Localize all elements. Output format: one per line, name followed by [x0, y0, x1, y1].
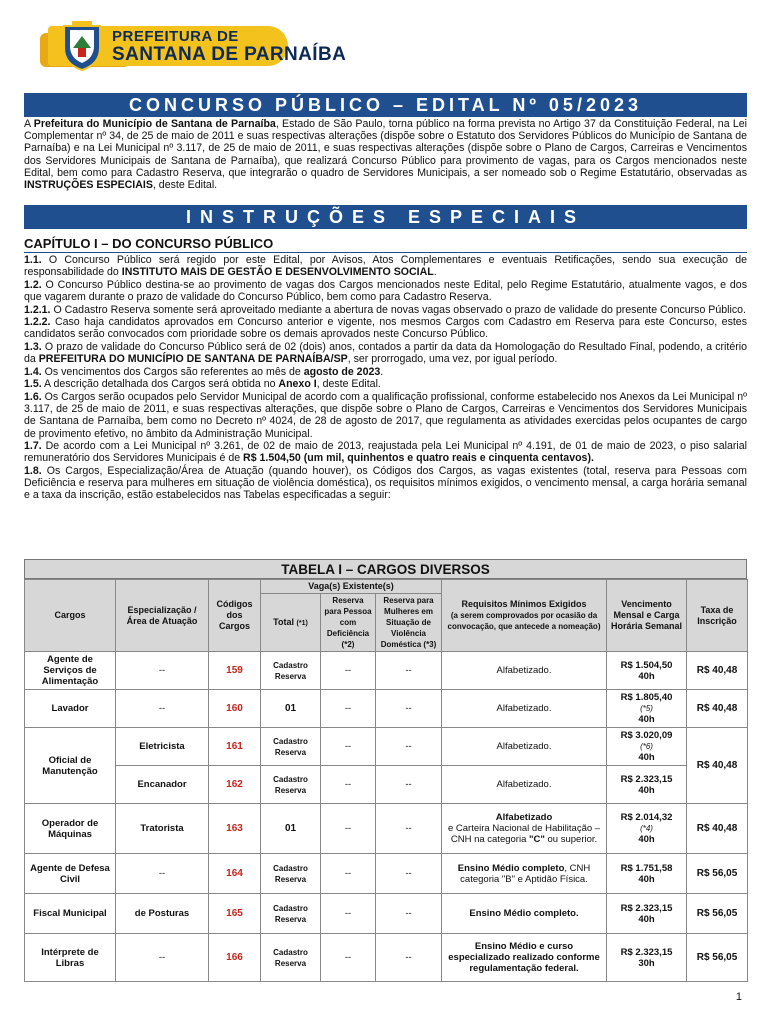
table-row — [25, 690, 748, 728]
cell-pcd: -- — [321, 934, 376, 982]
cell-taxa: R$ 56,05 — [687, 934, 748, 982]
header-mulheres: Reserva para Mulheres em Situação de Violência Doméstica (*3) — [376, 594, 442, 652]
header-total: Total (*1) — [261, 594, 321, 652]
cell-esp: -- — [116, 854, 209, 894]
item-1-5: 1.5. A descrição detalhada dos Cargos será obtida no Anexo I, deste Edital. — [24, 378, 381, 391]
edital-title: CONCURSO PÚBLICO – EDITAL Nº 05/2023 — [24, 93, 747, 117]
cell-venc: R$ 3.020,09 (*6) 40h — [607, 728, 687, 766]
org-name-line1: PREFEITURA DE — [112, 28, 239, 45]
item-1-2-1: 1.2.1. O Cadastro Reserva somente será aproveitado mediante a abertura de novas vagas observado o prazo de validade do presente Concurso Público. — [24, 303, 746, 316]
cell-taxa: R$ 40,48 — [687, 804, 748, 854]
cell-cargo: Intérprete de Libras — [25, 934, 116, 982]
cell-mulheres: -- — [376, 934, 442, 982]
cell-taxa: R$ 40,48 — [687, 652, 748, 690]
item-1-2: 1.2. O Concurso Público destina-se ao provimento de vagas dos Cargos mencionados neste Edital, pelo Regime Estatutário, atualmente vagos, e dos que vagarem durante o prazo de validade do Concurso Público, bem como para Cadastro Reserva. — [24, 278, 747, 303]
cell-esp: Encanador — [116, 766, 209, 804]
cell-pcd: -- — [321, 804, 376, 854]
cell-code: 159 — [209, 652, 261, 690]
cell-esp: de Posturas — [116, 894, 209, 934]
cell-req: Alfabetizado. — [442, 690, 607, 728]
cell-taxa: R$ 56,05 — [687, 894, 748, 934]
cell-cargo: Agente de Serviços de Alimentação — [25, 652, 116, 690]
header-vencimento: Vencimento Mensal e Carga Horária Semanal — [607, 580, 687, 652]
cell-pcd: -- — [321, 854, 376, 894]
cargos-table — [24, 579, 748, 982]
cell-req: Alfabetizado. — [442, 766, 607, 804]
cell-esp: -- — [116, 652, 209, 690]
cell-cargo: Lavador — [25, 690, 116, 728]
item-1-8: 1.8. Os Cargos, Especialização/Área de Atuação (quando houver), os Códigos dos Cargos, as vagas existentes (total, reserva para Pessoas com Deficiência e reserva para mulheres em situação de violência doméstica), os requisitos mínimos exigidos, o vencimento mensal, a carga horária semanal e a taxa da inscrição, estão estabelecidos nas Tabelas especificadas a seguir: — [24, 464, 747, 502]
header-taxa: Taxa de Inscrição — [687, 580, 748, 652]
cell-req: Alfabetizado. — [442, 728, 607, 766]
cell-venc: R$ 2.323,15 40h — [607, 894, 687, 934]
cell-pcd: -- — [321, 690, 376, 728]
table-title: TABELA I – CARGOS DIVERSOS — [24, 559, 747, 579]
cell-req: Alfabetizado. — [442, 652, 607, 690]
cell-total: Cadastro Reserva — [261, 894, 321, 934]
cell-code: 166 — [209, 934, 261, 982]
cell-venc: R$ 1.504,50 40h — [607, 652, 687, 690]
cell-esp: -- — [116, 690, 209, 728]
header-cargos: Cargos — [25, 580, 116, 652]
cell-cargo: Operador de Máquinas — [25, 804, 116, 854]
cell-cargo: Agente de Defesa Civil — [25, 854, 116, 894]
cell-esp: Eletricista — [116, 728, 209, 766]
header-pcd: Reserva para Pessoa com Deficiência (*2) — [321, 594, 376, 652]
table-row — [25, 894, 748, 934]
header-especializacao: Especialização / Área de Atuação — [116, 580, 209, 652]
cell-taxa: R$ 40,48 — [687, 690, 748, 728]
cell-code: 163 — [209, 804, 261, 854]
table-row — [25, 934, 748, 982]
cell-mulheres: -- — [376, 690, 442, 728]
cell-pcd: -- — [321, 766, 376, 804]
cell-pcd: -- — [321, 652, 376, 690]
cell-venc: R$ 1.751,58 40h — [607, 854, 687, 894]
item-1-1: 1.1. O Concurso Público será regido por este Edital, por Avisos, Atos Complementares e eventuais Retificações, sendo sua execução de responsabilidade do INSTITUTO MAIS DE GESTÃO E DESENVOLVIMENTO SOCIAL. — [24, 254, 747, 279]
cell-code: 160 — [209, 690, 261, 728]
cell-code: 162 — [209, 766, 261, 804]
item-1-6: 1.6. Os Cargos serão ocupados pelo Servidor Municipal de acordo com a qualificação profissional, conforme estabelecido nos Anexos da Lei Municipal nº 3.117, de 25 de maio de 2011, e suas respectivas alterações, que dispõe sobre o Plano de Cargos, Carreiras e Vencimentos dos Servidores Municipais de Santana de Parnaíba, bem como no Decreto nº 4024, de 28 de agosto de 2017, que regulamenta as atividades exercidas pelos ocupantes de cargo de provimento efetivo, no âmbito da Administração Municipal. — [24, 390, 747, 440]
cell-req: Alfabetizado e Carteira Nacional de Habilitação – CNH na categoria "C" ou superior. — [442, 804, 607, 854]
cell-mulheres: -- — [376, 728, 442, 766]
cell-mulheres: -- — [376, 804, 442, 854]
cell-total: Cadastro Reserva — [261, 652, 321, 690]
cell-code: 161 — [209, 728, 261, 766]
table-row — [25, 652, 748, 690]
cell-esp: -- — [116, 934, 209, 982]
coat-of-arms-icon — [60, 20, 104, 72]
chapter-title: CAPÍTULO I – DO CONCURSO PÚBLICO — [24, 236, 747, 253]
cell-mulheres: -- — [376, 652, 442, 690]
table-row — [25, 804, 748, 854]
org-name-line2: SANTANA DE PARNAÍBA — [112, 44, 347, 65]
section-title: INSTRUÇÕES ESPECIAIS — [24, 205, 747, 229]
cell-venc: R$ 2.014,32 (*4) 40h — [607, 804, 687, 854]
cell-mulheres: -- — [376, 854, 442, 894]
cell-venc: R$ 2.323,15 30h — [607, 934, 687, 982]
item-1-4: 1.4. Os vencimentos dos Cargos são referentes ao mês de agosto de 2023. — [24, 365, 384, 378]
cell-mulheres: -- — [376, 766, 442, 804]
cell-total: Cadastro Reserva — [261, 854, 321, 894]
cell-req: Ensino Médio e curso especializado realizado conforme regulamentação federal. — [442, 934, 607, 982]
page-number: 1 — [735, 991, 742, 1003]
cell-cargo: Oficial de Manutenção — [25, 728, 116, 804]
cell-total: Cadastro Reserva — [261, 728, 321, 766]
cell-pcd: -- — [321, 894, 376, 934]
cell-total: 01 — [261, 804, 321, 854]
header-vagas: Vaga(s) Existente(s) — [261, 580, 442, 594]
cell-total: Cadastro Reserva — [261, 766, 321, 804]
intro-paragraph: A Prefeitura do Município de Santana de Parnaíba, Estado de São Paulo, torna público na forma prevista no Artigo 37 da Constituição Federal, na Lei Complementar nº 34, de 25 de maio de 2011 e suas respectivas alterações (dispõe sobre o Estatuto dos Servidores Públicos do Município de Santana de Parnaíba) e na Lei Municipal nº 3.117, de 25 de maio de 2011, e suas respectivas alterações (dispõe sobre o Plano de Cargos, Carreiras e Vencimentos dos Servidores Municipais de Santana de Parnaíba), que realizará Concurso Público para provimento de vagas, para os Cargos mencionados neste Edital, bem como para Cadastro Reserva, que integrarão o quadro de Servidores Municipais, a ser nomeado sob o Regime Estatutário, observadas as INSTRUÇÕES ESPECIAIS, deste Edital. — [24, 118, 747, 192]
header-codigos: Códigos dos Cargos — [209, 580, 261, 652]
cell-code: 164 — [209, 854, 261, 894]
chapter-items — [24, 254, 747, 502]
cell-req: Ensino Médio completo, CNH categoria "B" e Aptidão Física. — [442, 854, 607, 894]
cell-taxa: R$ 56,05 — [687, 854, 748, 894]
table-row — [25, 766, 748, 804]
header-requisitos: Requisitos Mínimos Exigidos (a serem comprovados por ocasião da convocação, que antecede a nomeação) — [442, 580, 607, 652]
cell-taxa: R$ 40,48 — [687, 728, 748, 804]
cell-esp: Tratorista — [116, 804, 209, 854]
table-row — [25, 854, 748, 894]
cell-total: 01 — [261, 690, 321, 728]
item-1-7: 1.7. De acordo com a Lei Municipal nº 3.261, de 02 de maio de 2013, reajustada pela Lei Municipal nº 4.191, de 01 de maio de 2023, o piso salarial remuneratório dos Servidores Municipais é de R$ 1.504,50 (um mil, quinhentos e quatro reais e cinquenta centavos). — [24, 440, 747, 465]
cell-code: 165 — [209, 894, 261, 934]
item-1-2-2: 1.2.2. Caso haja candidatos aprovados em Concurso anterior e vigente, nos mesmos Cargos com Cadastro em Reserva para este Concurso, estes candidatos serão convocados com prioridade sobre os demais aprovados neste Concurso Público. — [24, 316, 747, 341]
cell-total: Cadastro Reserva — [261, 934, 321, 982]
cell-req: Ensino Médio completo. — [442, 894, 607, 934]
cell-mulheres: -- — [376, 894, 442, 934]
page-header — [0, 0, 770, 90]
cell-venc: R$ 1.805,40 (*5) 40h — [607, 690, 687, 728]
cell-pcd: -- — [321, 728, 376, 766]
item-1-3: 1.3. O prazo de validade do Concurso Público será de 02 (dois) anos, contados a partir da data da Homologação do Resultado Final, podendo, a critério da PREFEITURA DO MUNICÍPIO DE SANTANA DE PARNAÍBA/SP, ser prorrogado, uma vez, por igual período. — [24, 340, 747, 366]
table-row — [25, 728, 748, 766]
cell-venc: R$ 2.323,15 40h — [607, 766, 687, 804]
cell-cargo: Fiscal Municipal — [25, 894, 116, 934]
